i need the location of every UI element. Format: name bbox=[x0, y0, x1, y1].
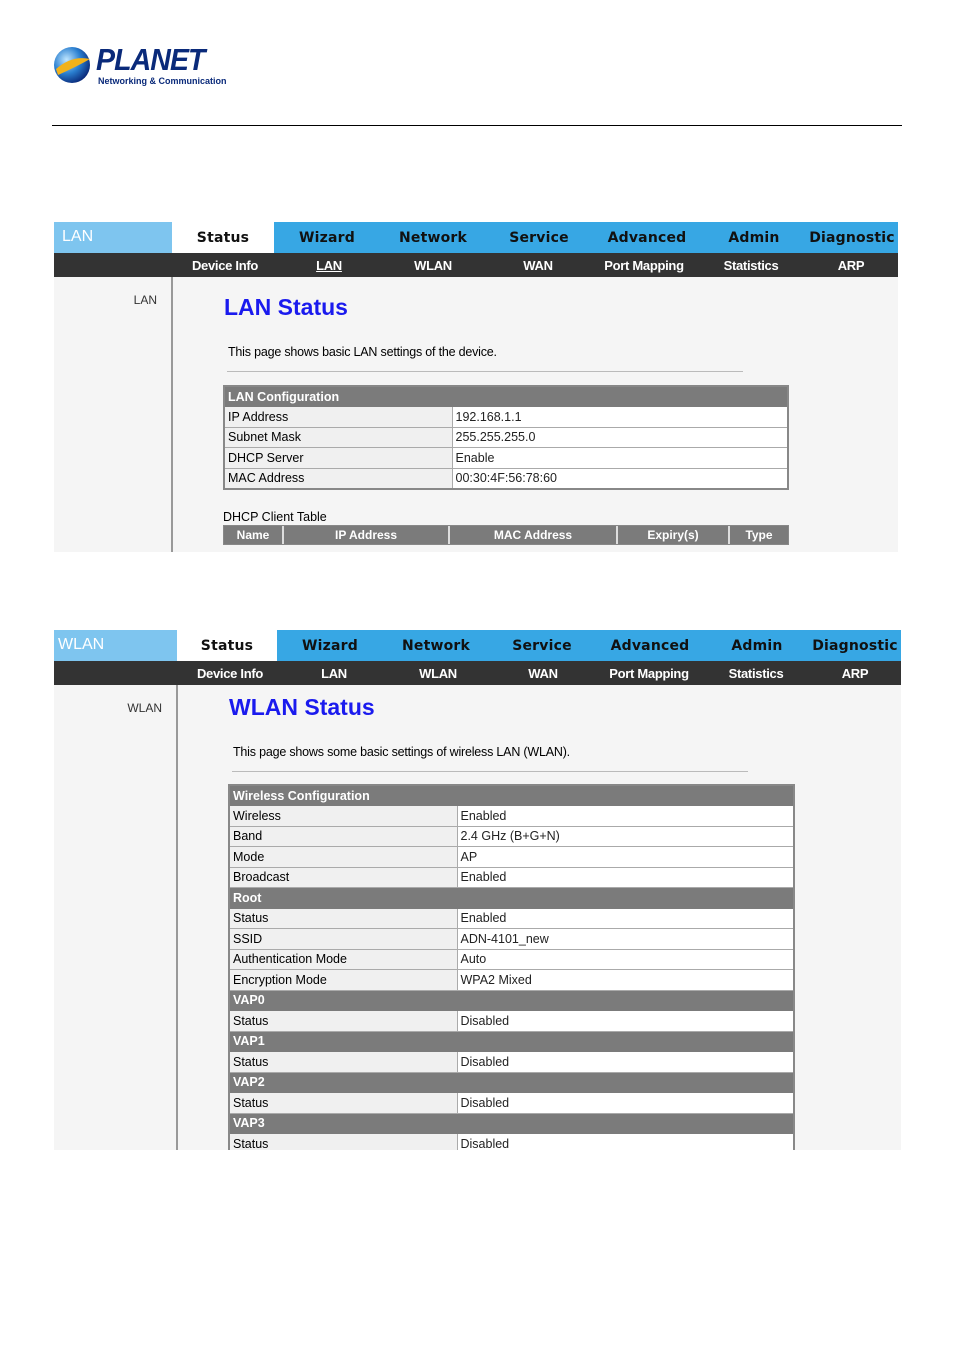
sidebar bbox=[54, 277, 173, 552]
sub-tabs bbox=[172, 253, 898, 277]
page-description: This page shows basic LAN settings of the device. bbox=[228, 345, 497, 359]
tab-diagnostic[interactable]: Diagnostic bbox=[809, 229, 895, 246]
row-value: Enable bbox=[452, 448, 788, 469]
planet-logo bbox=[52, 42, 227, 90]
wlan-status-screenshot bbox=[54, 630, 901, 1150]
row-value: WPA2 Mixed bbox=[457, 970, 794, 991]
row-value: Disabled bbox=[457, 1052, 794, 1073]
section-title: Wireless Configuration bbox=[229, 785, 794, 806]
row-value: Auto bbox=[457, 949, 794, 970]
page-title: LAN Status bbox=[224, 294, 348, 320]
column-header-name: Name bbox=[224, 526, 284, 544]
subtab-wan[interactable]: WAN bbox=[523, 257, 553, 273]
tab-wizard[interactable]: Wizard bbox=[299, 229, 355, 246]
sidebar bbox=[54, 685, 178, 1150]
table-row bbox=[229, 826, 794, 847]
table-row bbox=[229, 1052, 794, 1073]
row-value: Enabled bbox=[457, 806, 794, 827]
main-tabs bbox=[172, 222, 898, 253]
divider bbox=[232, 771, 748, 772]
table-row bbox=[224, 427, 788, 448]
table-row bbox=[229, 949, 794, 970]
tab-service[interactable]: Service bbox=[509, 229, 569, 246]
tab-advanced[interactable]: Advanced bbox=[607, 229, 687, 246]
row-value: Enabled bbox=[457, 908, 794, 929]
subtab-statistics[interactable]: Statistics bbox=[723, 257, 779, 273]
table-section-header bbox=[229, 888, 794, 909]
row-label: IP Address bbox=[224, 407, 452, 428]
section-label: LAN bbox=[54, 222, 172, 253]
subtab-arp[interactable]: ARP bbox=[837, 257, 865, 273]
row-value: 2.4 GHz (B+G+N) bbox=[457, 826, 794, 847]
row-value: ADN-4101_new bbox=[457, 929, 794, 950]
table-row bbox=[229, 867, 794, 888]
row-label: Wireless bbox=[229, 806, 457, 827]
row-value: Disabled bbox=[457, 1134, 794, 1151]
table-row bbox=[224, 468, 788, 489]
sidebar-item-lan[interactable]: LAN bbox=[133, 293, 157, 307]
brand-tagline: Networking & Communication bbox=[98, 76, 227, 86]
section-title: Root bbox=[229, 888, 794, 909]
row-label: Subnet Mask bbox=[224, 427, 452, 448]
table-section-header bbox=[229, 1072, 794, 1093]
table-row bbox=[229, 970, 794, 991]
lan-config-table bbox=[223, 385, 789, 490]
row-value: Disabled bbox=[457, 1093, 794, 1114]
main-tabs bbox=[177, 630, 901, 661]
row-label: Encryption Mode bbox=[229, 970, 457, 991]
column-header-expiry-s: Expiry(s) bbox=[618, 526, 730, 544]
dhcp-table-header bbox=[223, 525, 789, 545]
row-value: 192.168.1.1 bbox=[452, 407, 788, 428]
page-description: This page shows some basic settings of wireless LAN (WLAN). bbox=[233, 745, 570, 759]
row-label: Broadcast bbox=[229, 867, 457, 888]
dhcp-table-title: DHCP Client Table bbox=[223, 510, 327, 524]
tab-network[interactable]: Network bbox=[401, 637, 471, 654]
subtab-lan[interactable]: LAN bbox=[321, 665, 347, 681]
row-value: AP bbox=[457, 847, 794, 868]
table-row bbox=[229, 1134, 794, 1151]
subtab-wan[interactable]: WAN bbox=[528, 665, 558, 681]
row-label: Authentication Mode bbox=[229, 949, 457, 970]
table-section-header bbox=[229, 990, 794, 1011]
divider bbox=[227, 371, 743, 372]
tab-diagnostic[interactable]: Diagnostic bbox=[812, 637, 898, 654]
sidebar-item-wlan[interactable]: WLAN bbox=[127, 701, 162, 715]
table-row bbox=[224, 407, 788, 428]
table-section-header bbox=[229, 785, 794, 806]
row-label: Band bbox=[229, 826, 457, 847]
row-label: Status bbox=[229, 1011, 457, 1032]
table-row bbox=[224, 448, 788, 469]
table-section-header bbox=[229, 1031, 794, 1052]
subtab-statistics[interactable]: Statistics bbox=[728, 665, 784, 681]
row-label: MAC Address bbox=[224, 468, 452, 489]
header-divider bbox=[52, 125, 902, 126]
page-title: WLAN Status bbox=[229, 694, 375, 720]
tab-wizard[interactable]: Wizard bbox=[302, 637, 358, 654]
globe-icon bbox=[52, 45, 92, 85]
table-row bbox=[229, 929, 794, 950]
section-title: LAN Configuration bbox=[224, 386, 788, 407]
tab-status[interactable]: Status bbox=[172, 222, 274, 253]
subtab-device-info[interactable]: Device Info bbox=[196, 665, 264, 681]
tab-admin[interactable]: Admin bbox=[731, 637, 783, 654]
wlan-config-table bbox=[228, 784, 795, 1150]
table-row bbox=[229, 1093, 794, 1114]
section-title: VAP3 bbox=[229, 1113, 794, 1134]
table-row bbox=[229, 1011, 794, 1032]
row-value: 255.255.255.0 bbox=[452, 427, 788, 448]
table-row bbox=[229, 806, 794, 827]
tab-service[interactable]: Service bbox=[512, 637, 572, 654]
section-title: VAP2 bbox=[229, 1072, 794, 1093]
table-section-header bbox=[229, 1113, 794, 1134]
row-label: Status bbox=[229, 1052, 457, 1073]
subtab-wlan[interactable]: WLAN bbox=[419, 665, 457, 681]
subtab-port-mapping[interactable]: Port Mapping bbox=[609, 665, 689, 681]
row-value: 00:30:4F:56:78:60 bbox=[452, 468, 788, 489]
subtab-arp[interactable]: ARP bbox=[841, 665, 869, 681]
row-label: Status bbox=[229, 1134, 457, 1151]
tab-advanced[interactable]: Advanced bbox=[610, 637, 690, 654]
row-label: Mode bbox=[229, 847, 457, 868]
section-title: VAP0 bbox=[229, 990, 794, 1011]
row-value: Enabled bbox=[457, 867, 794, 888]
row-value: Disabled bbox=[457, 1011, 794, 1032]
sub-tabs bbox=[177, 661, 901, 685]
row-label: DHCP Server bbox=[224, 448, 452, 469]
subtab-lan[interactable]: LAN bbox=[316, 257, 342, 273]
section-title: VAP1 bbox=[229, 1031, 794, 1052]
table-section-header bbox=[224, 386, 788, 407]
table-row bbox=[229, 908, 794, 929]
column-header-mac-address: MAC Address bbox=[450, 526, 618, 544]
subtab-device-info[interactable]: Device Info bbox=[191, 257, 259, 273]
subtab-wlan[interactable]: WLAN bbox=[414, 257, 452, 273]
row-label: Status bbox=[229, 1093, 457, 1114]
section-label: WLAN bbox=[54, 630, 177, 661]
tab-status[interactable]: Status bbox=[177, 630, 277, 661]
tab-network[interactable]: Network bbox=[398, 229, 468, 246]
row-label: SSID bbox=[229, 929, 457, 950]
column-header-ip-address: IP Address bbox=[284, 526, 450, 544]
row-label: Status bbox=[229, 908, 457, 929]
lan-status-screenshot bbox=[54, 222, 898, 552]
tab-admin[interactable]: Admin bbox=[728, 229, 780, 246]
table-row bbox=[229, 847, 794, 868]
column-header-type: Type bbox=[745, 528, 773, 542]
main-content bbox=[173, 277, 898, 552]
subtab-port-mapping[interactable]: Port Mapping bbox=[604, 257, 684, 273]
main-content bbox=[178, 685, 901, 1150]
brand-name: PLANET bbox=[96, 42, 205, 77]
